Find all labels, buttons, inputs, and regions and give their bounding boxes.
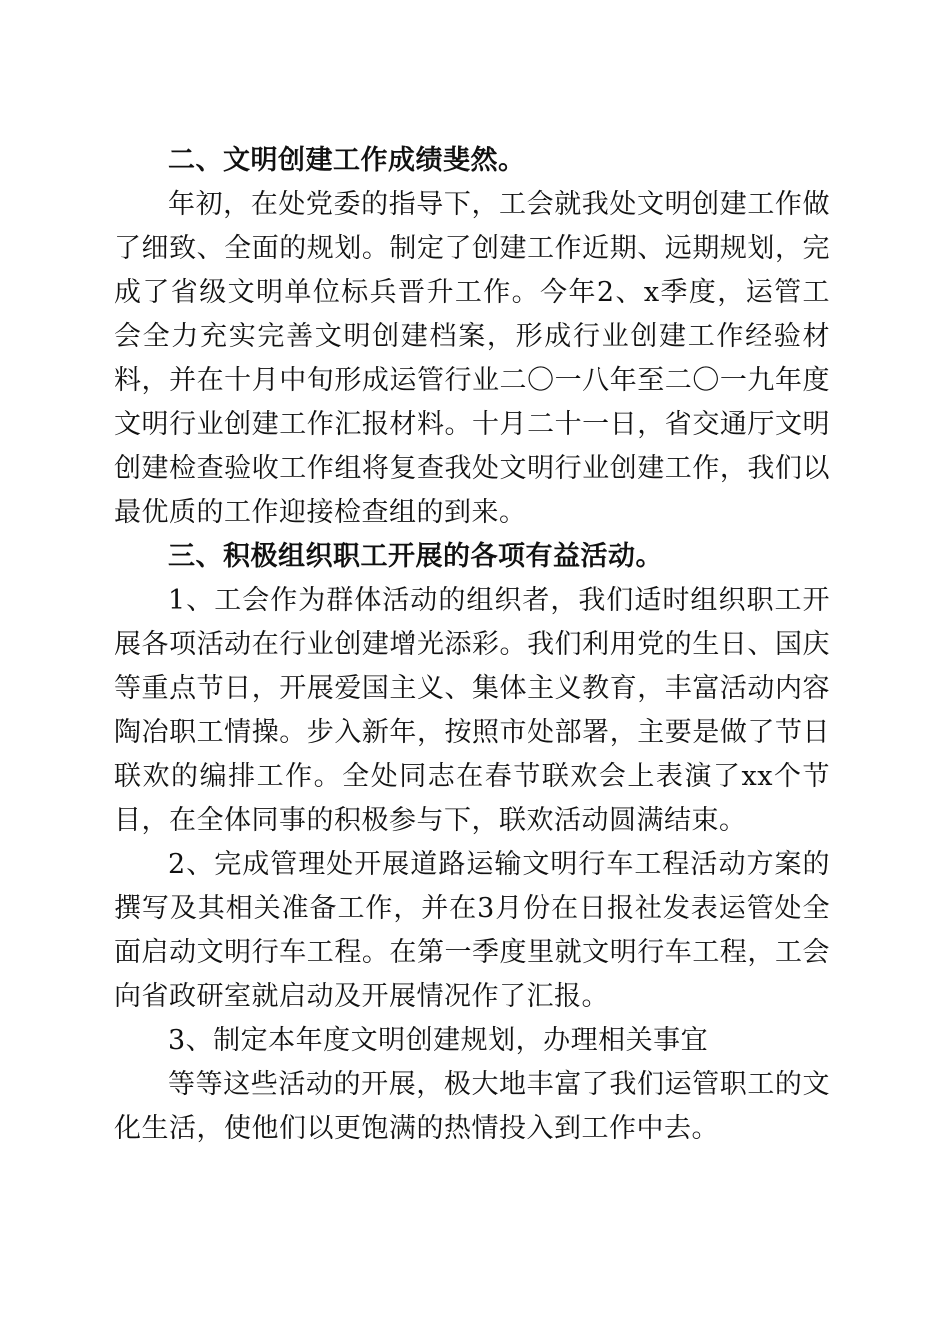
paragraph-activity-2: 2、完成管理处开展道路运输文明行车工程活动方案的撰写及其相关准备工作，并在3月份在日报社发表运管处全面启动文明行车工程。在第一季度里就文明行车工程，工会向省政研室就启动及开展情况作了汇报。	[114, 849, 830, 1012]
section-heading-activities: 三、积极组织职工开展的各项有益活动。	[168, 541, 663, 572]
paragraph-activity-3: 3、制定本年度文明创建规划，办理相关事宜	[168, 1025, 709, 1056]
paragraph-activity-1: 1、工会作为群体活动的组织者，我们适时组织职工开展各项活动在行业创建增光添彩。我们利用党的生日、国庆等重点节日，开展爱国主义、集体主义教育，丰富活动内容陶冶职工情操。步入新年，按照市处部署，主要是做了节日联欢的编排工作。全处同志在春节联欢会上表演了xx个节目，在全体同事的积极参与下，联欢活动圆满结束。	[114, 585, 830, 836]
document-body	[114, 139, 830, 1151]
paragraph-conclusion: 等等这些活动的开展，极大地丰富了我们运管职工的文化生活，使他们以更饱满的热情投入到工作中去。	[114, 1069, 830, 1144]
section-heading-civilization: 二、文明创建工作成绩斐然。	[168, 145, 526, 176]
paragraph-civilization-creation: 年初，在处党委的指导下，工会就我处文明创建工作做了细致、全面的规划。制定了创建工作近期、远期规划，完成了省级文明单位标兵晋升工作。今年2、x季度，运管工会全力充实完善文明创建档案，形成行业创建工作经验材料，并在十月中旬形成运管行业二〇一八年至二〇一九年度文明行业创建工作汇报材料。十月二十一日，省交通厅文明创建检查验收工作组将复查我处文明行业创建工作，我们以最优质的工作迎接检查组的到来。	[114, 189, 830, 528]
